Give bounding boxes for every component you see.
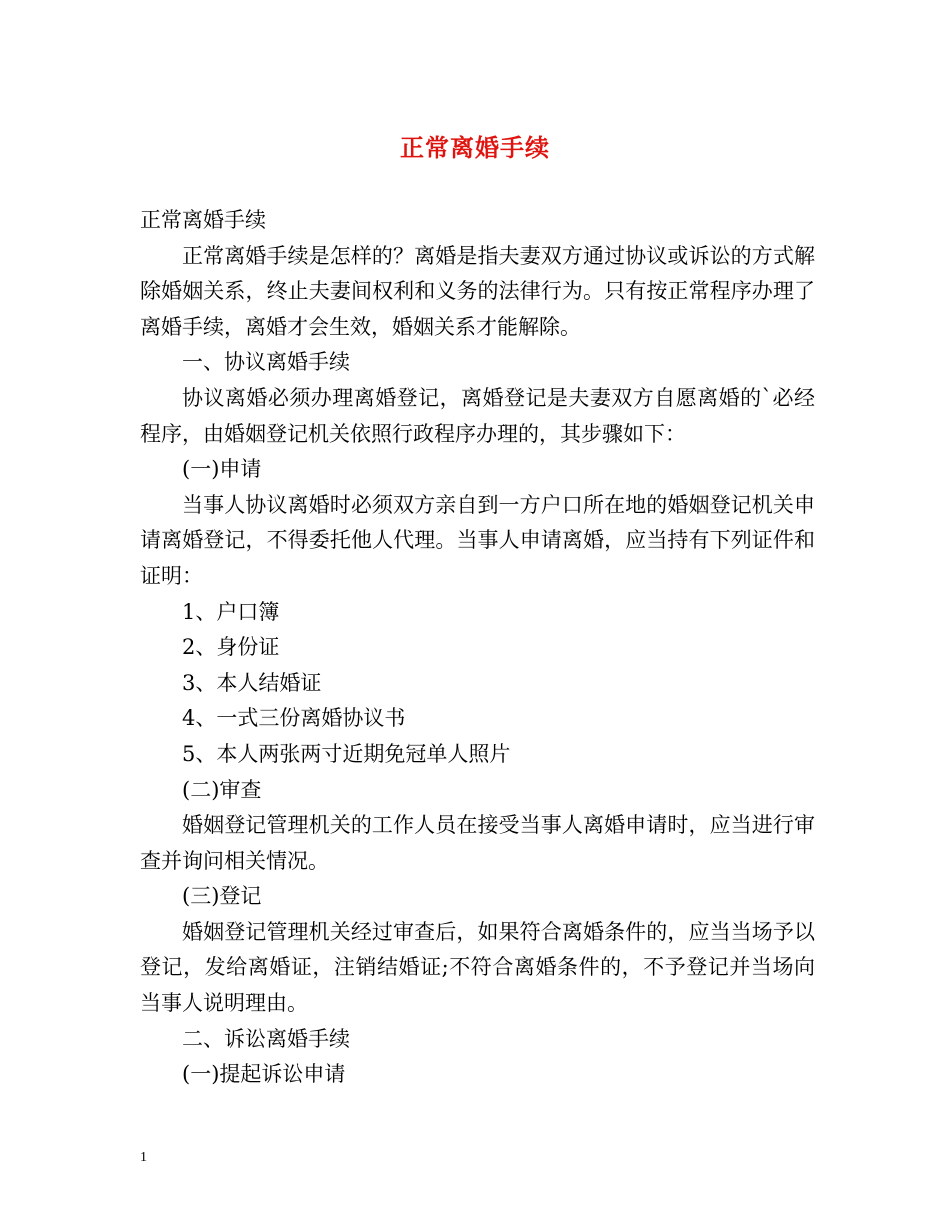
document-title: 正常离婚手续: [400, 133, 550, 162]
step-heading-application: (一)申请: [182, 457, 262, 482]
list-item-household-register: 1、户口簿: [182, 599, 280, 624]
paragraph-subtitle: 正常离婚手续: [140, 208, 266, 232]
paragraph-review: 婚姻登记管理机关的工作人员在接受当事人离婚申请时，应当进行审查并询问相关情况。: [140, 813, 815, 873]
section-heading-agreement-divorce: 一、协议离婚手续: [182, 350, 350, 375]
paragraph-agreement-intro: 协议离婚必须办理离婚登记，离婚登记是夫妻双方自愿离婚的`必经程序，由婚姻登记机关依照行政程序办理的，其步骤如下：: [140, 385, 815, 446]
page-number: 1: [140, 1150, 147, 1165]
list-item-id-card: 2、身份证: [182, 635, 280, 660]
list-item-marriage-certificate: 3、本人结婚证: [182, 670, 322, 695]
paragraph-registration: 婚姻登记管理机关经过审查后，如果符合离婚条件的，应当当场予以登记，发给离婚证，注销结婚证;不符合离婚条件的，不予登记并当场向当事人说明理由。: [140, 919, 815, 1016]
document-body: [140, 203, 815, 1093]
paragraph-intro: 正常离婚手续是怎样的？离婚是指夫妻双方通过协议或诉讼的方式解除婚姻关系，终止夫妻间权利和义务的法律行为。只有按正常程序办理了离婚手续，离婚才会生效，婚姻关系才能解除。: [140, 243, 815, 339]
section-heading-litigation-divorce: 二、诉讼离婚手续: [182, 1026, 350, 1051]
step-heading-registration: (三)登记: [182, 884, 262, 909]
list-item-divorce-agreement: 4、一式三份离婚协议书: [182, 706, 406, 731]
step-heading-review: (二)审查: [182, 777, 262, 802]
list-item-photos: 5、本人两张两寸近期免冠单人照片: [182, 741, 511, 766]
paragraph-application: 当事人协议离婚时必须双方亲自到一方户口所在地的婚姻登记机关申请离婚登记，不得委托他人代理。当事人申请离婚，应当持有下列证件和证明：: [140, 492, 815, 588]
step-heading-file-lawsuit: (一)提起诉讼申请: [182, 1062, 346, 1087]
